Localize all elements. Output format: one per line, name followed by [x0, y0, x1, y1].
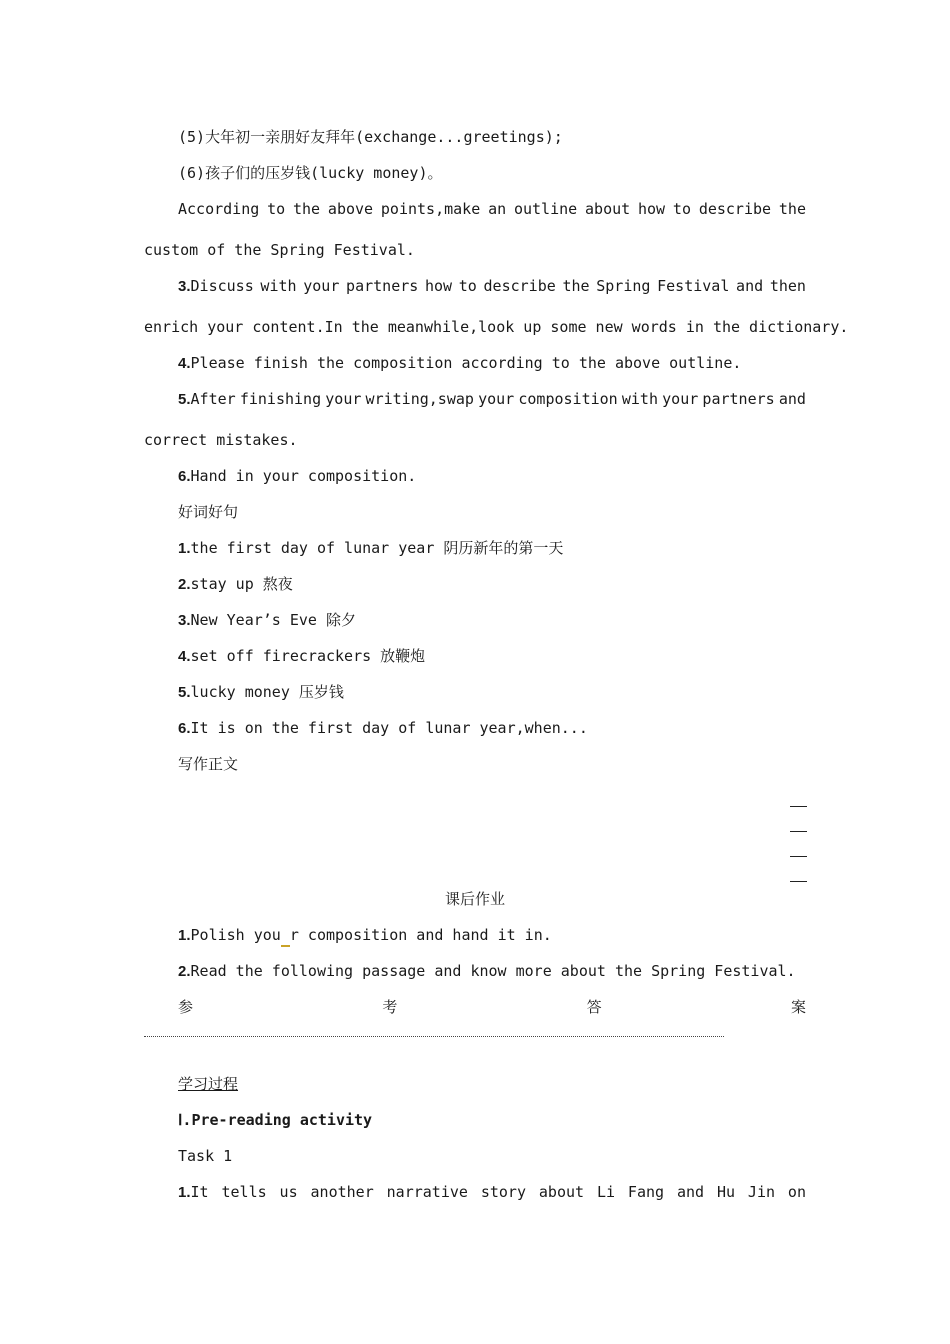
homework-2: 2.Read the following passage and know more about the Spring Festival.	[178, 962, 796, 980]
phrase-item: 3.New Year’s Eve 除夕	[178, 611, 356, 629]
dotted-divider	[144, 1036, 724, 1037]
writing-line	[790, 806, 807, 807]
step-6: 6.Hand in your composition.	[178, 467, 417, 485]
process-heading: 学习过程	[178, 1075, 239, 1093]
step-3-line-2: enrich your content.In the meanwhile,look up some new words in the dictionary.	[144, 318, 849, 336]
phrase-item: 6.It is on the first day of lunar year,when...	[178, 719, 588, 737]
task-1-answer: 1.It tells us another narrative story about Li Fang and Hu Jin on	[178, 1183, 806, 1201]
list-item-6: (6)孩子们的压岁钱(lucky money)。	[178, 164, 443, 182]
outline-line-1: According to the above points,make an outline about how to describe the	[178, 200, 806, 218]
step-5-line-1: 5.After finishing your writing,swap your composition with your partners and	[178, 390, 806, 408]
homework-1: 1.Polish you r composition and hand it in.	[178, 925, 552, 947]
step-3-line-1: 3.Discuss with your partners how to describe the Spring Festival and then	[178, 277, 806, 295]
writing-line	[790, 856, 807, 857]
outline-line-2: custom of the Spring Festival.	[144, 241, 415, 259]
phrase-item: 1.the first day of lunar year 阴历新年的第一天	[178, 539, 564, 557]
section-heading: Ⅰ.Pre-reading activity	[178, 1111, 373, 1129]
highlight-mark	[281, 925, 290, 947]
phrase-item: 4.set off firecrackers 放鞭炮	[178, 647, 426, 665]
writing-line	[790, 831, 807, 832]
task-label: Task 1	[178, 1147, 233, 1165]
phrases-heading: 好词好句	[178, 503, 239, 521]
homework-heading: 课后作业	[444, 890, 505, 908]
writing-heading: 写作正文	[178, 755, 239, 773]
phrase-item: 2.stay up 熬夜	[178, 575, 293, 593]
phrase-item: 5.lucky money 压岁钱	[178, 683, 344, 701]
step-5-line-2: correct mistakes.	[144, 431, 298, 449]
answer-key-heading: 参 考 答 案	[178, 998, 806, 1016]
list-item-5: (5)大年初一亲朋好友拜年(exchange...greetings);	[178, 128, 563, 146]
step-4: 4.Please finish the composition according to the above outline.	[178, 354, 742, 372]
writing-line	[790, 881, 807, 882]
